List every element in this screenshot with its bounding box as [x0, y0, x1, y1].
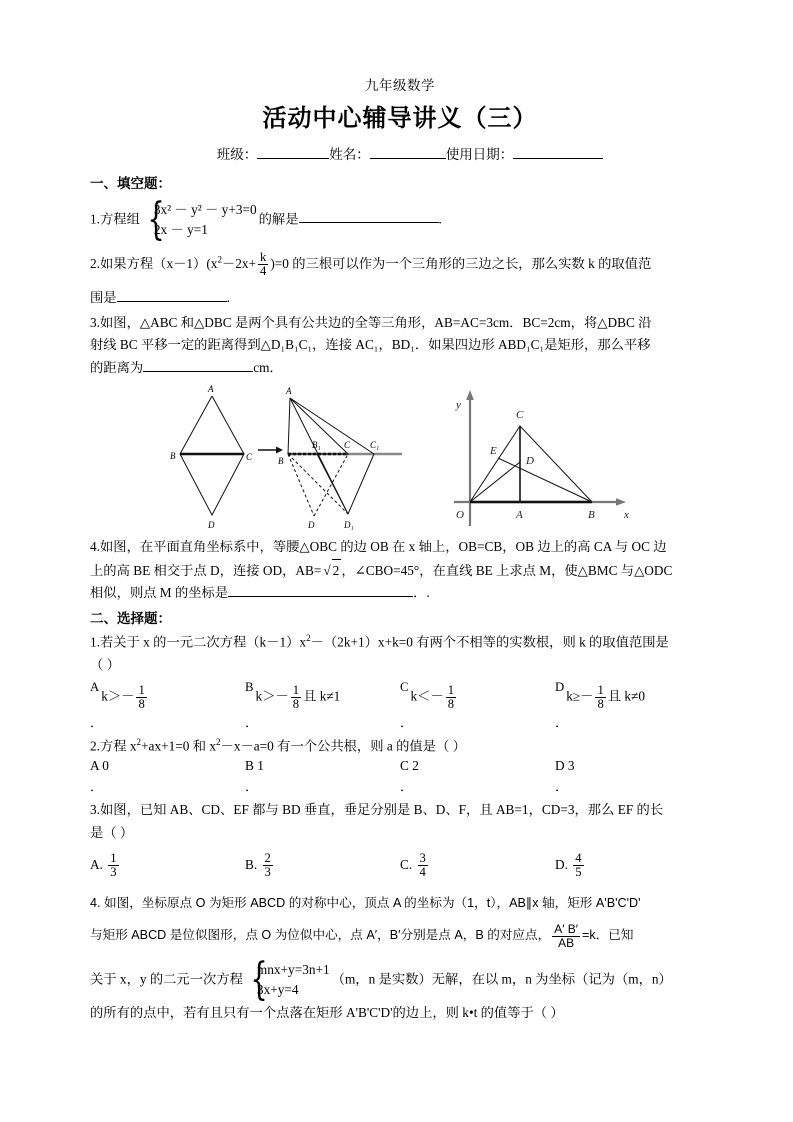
option-b-expr-b: 且 k≠1 — [303, 688, 341, 704]
q2-option-c[interactable]: C 2 — [400, 758, 419, 774]
figures-row — [90, 382, 710, 534]
mcq2-text-c: －x－a=0 有一个公共根，则 a 的值是（ ） — [220, 737, 466, 753]
q3-text-a: 的距离为 — [90, 359, 144, 375]
option-b-fraction — [291, 684, 301, 712]
q2-option-d-dot: ． — [555, 779, 569, 795]
fill-question-4-line1: 4.如图，在平面直角坐标系中，等腰△OBC 的边 OB 在 x 轴上，OB=CB，OB 边上的高 CA 与 OC 边 — [90, 539, 667, 555]
class-blank[interactable] — [257, 158, 329, 159]
option-b-den: 8 — [292, 697, 300, 712]
mcq4-eq-line-1: mnx+y=3n+1 — [256, 961, 330, 977]
q1-equation-system: { 3x² － y² － y+3=0 2x － y=1 — [147, 194, 257, 246]
option-a-num: 1 — [138, 683, 145, 697]
fill-question-4-line3 — [90, 582, 710, 604]
choice-question-2 — [90, 735, 710, 757]
fill-question-2 — [90, 251, 710, 279]
q3-option-b[interactable] — [245, 852, 400, 880]
option-c-fraction — [446, 684, 456, 712]
congruent-triangles-translation-figure — [162, 382, 410, 532]
option-a-den: 8 — [138, 697, 145, 712]
q3-option-a-den: 3 — [110, 864, 117, 879]
choice-question-1-line2: （ ） — [90, 656, 120, 672]
q2-fraction-k-over-4 — [258, 251, 268, 279]
choice-question-4-line2 — [90, 923, 710, 949]
option-d-den: 8 — [597, 697, 604, 712]
section-heading-multiple-choice: 二、选择题： — [90, 610, 171, 626]
option-d-num: 1 — [597, 683, 604, 697]
name-blank[interactable] — [370, 158, 446, 159]
fill-question-4-line2 — [90, 559, 710, 582]
option-d-letter: D — [555, 680, 565, 695]
option-a-dot: ． — [90, 714, 104, 730]
q3-option-a-letter: A. — [90, 856, 103, 872]
svg-text:D₁: D₁ — [344, 520, 354, 531]
mcq2-text-a: 2.方程 x — [90, 737, 137, 753]
svg-text:O: O — [456, 509, 464, 522]
svg-text:C: C — [344, 440, 351, 451]
mcq4-ratio-fraction — [552, 923, 580, 949]
q1-eq-line-2: 2x － y=1 — [153, 222, 208, 238]
mcq4-frac-numerator: A′ B′ — [554, 922, 579, 937]
svg-text:C₁: C₁ — [370, 440, 380, 451]
svg-text:E: E — [490, 445, 497, 458]
q2-frac-numerator: k — [260, 249, 267, 264]
svg-text:x: x — [624, 509, 629, 522]
q3-option-d-fraction — [573, 852, 583, 880]
fill-question-3-line2: 射线 BC 平移一定的距离得到△D₁B₁C₁，连接 AC₁，BD₁．如果四边形 ABD₁C₁是矩形，那么平移 — [90, 337, 651, 353]
svg-text:D: D — [526, 455, 534, 468]
mcq4-text-d: （m，n 是实数）无解，在以 m，n 为坐标（记为（m，n） — [331, 970, 672, 986]
option-c-letter: C — [400, 680, 409, 695]
q4-text-b: ，∠CBO=45°，在直线 BE 上求点 M，使△BMC 与△ODC — [341, 562, 673, 578]
option-d-expr: k≥－ — [566, 688, 594, 704]
q2-exponent: 2 — [217, 254, 222, 265]
svg-text:A: A — [286, 386, 292, 397]
option-b-dot: ． — [245, 714, 259, 730]
q2-option-d[interactable]: D 3 — [555, 758, 575, 774]
name-label: 姓名： — [329, 147, 370, 163]
svg-text:B₁: B₁ — [312, 440, 321, 451]
q3-text-b: cm． — [253, 359, 283, 375]
q3-option-d-den: 5 — [575, 864, 582, 879]
mcq4-text-a: 与矩形 ABCD 是位似图形，点 O 为位似中心，点 A′，B′分别是点 A，B 的对应点， — [90, 928, 551, 943]
mcq4-equation-system: { mnx+y=3n+1 3x+y=4 — [250, 953, 330, 1005]
option-a[interactable] — [90, 680, 245, 711]
q2-option-a-dot: ． — [90, 779, 104, 795]
choice-question-4-line3 — [90, 953, 710, 1005]
q3-option-a[interactable] — [90, 852, 245, 880]
class-label: 班级： — [216, 147, 258, 163]
option-d-expr-b: 且 k≠0 — [607, 688, 645, 704]
q1-eq-line-1: 3x² － y² － y+3=0 — [153, 202, 257, 218]
q2-text-d: 围是 — [90, 290, 117, 306]
svg-text:B: B — [588, 509, 595, 522]
page-title: 活动中心辅导讲义（三） — [262, 105, 538, 133]
choice-question-4-line4: 的所有的点中，若有且只有一个点落在矩形 A'B'C'D'的边上，则 k•t 的值等于（ ） — [90, 1005, 564, 1021]
q2-option-c-dot: ． — [400, 779, 414, 795]
q3-option-d-letter: D. — [555, 856, 568, 872]
q3-option-c-fraction — [418, 852, 428, 880]
mcq1-exponent: 2 — [306, 632, 311, 643]
q3-option-b-den: 3 — [264, 864, 271, 879]
option-c-expr: k＜－ — [410, 688, 444, 704]
q3-option-c[interactable] — [400, 852, 555, 880]
svg-text:B: B — [170, 451, 176, 462]
q2-answer-blank[interactable] — [117, 301, 227, 302]
section-heading-fill-blank: 一、填空题： — [90, 176, 171, 192]
option-c-num: 1 — [447, 683, 455, 697]
q3-option-d-num: 4 — [575, 850, 582, 865]
mcq4-text-b: =k．已知 — [582, 928, 634, 943]
svg-text:A: A — [208, 384, 214, 395]
fill-question-3-line1: 3.如图，△ABC 和△DBC 是两个具有公共边的全等三角形，AB=AC=3cm．BC=2cm，将△DBC 沿 — [90, 314, 652, 330]
q1-lead: 1.方程组 — [90, 211, 140, 227]
q2-option-b-dot: ． — [245, 779, 259, 795]
mcq2-exp-1: 2 — [136, 736, 142, 747]
option-a-expr: k＞－ — [101, 688, 135, 704]
option-b-expr: k＞－ — [255, 688, 289, 704]
coordinate-isosceles-triangle-figure — [442, 384, 642, 534]
student-meta-line — [90, 143, 710, 163]
q3-option-d[interactable] — [555, 852, 710, 880]
q2-text-c: )=0 的三根可以作为一个三角形的三边之长，那么实数 k 的取值范 — [270, 255, 652, 271]
svg-text:y: y — [456, 399, 461, 412]
mcq4-eq-line-2: 3x+y=4 — [256, 981, 299, 997]
choice-question-1-option-dots — [90, 712, 710, 731]
q3-answer-blank[interactable] — [143, 371, 253, 372]
option-a-fraction — [136, 684, 146, 712]
fill-question-2-line2 — [90, 287, 710, 309]
q4-end: ．. — [413, 585, 430, 601]
option-c-den: 8 — [447, 697, 455, 712]
option-c[interactable] — [400, 680, 555, 711]
q3-option-c-letter: C. — [400, 856, 413, 872]
option-c-dot: ． — [400, 714, 414, 730]
choice-question-2-options — [90, 758, 710, 774]
q2-text-a: 2.如果方程（x－1）(x — [90, 255, 218, 271]
option-b-letter: B — [245, 680, 254, 695]
mcq1-text-a: 1.若关于 x 的一元二次方程（k－1）x — [90, 634, 307, 650]
q2-end: . — [226, 290, 230, 306]
choice-question-2-option-dots — [90, 776, 710, 795]
q4-text-c: 相似，则点 M 的坐标是 — [90, 585, 229, 601]
mcq1-text-b: －（2k+1）x+k=0 有两个不相等的实数根，则 k 的取值范围是 — [310, 634, 669, 650]
option-d-dot: ． — [555, 714, 569, 730]
q4-sqrt: √ 2 — [321, 559, 341, 582]
q1-answer-blank[interactable] — [299, 222, 439, 223]
svg-text:C: C — [516, 409, 524, 422]
date-label: 使用日期： — [445, 147, 514, 163]
fill-question-3-line3 — [90, 357, 710, 379]
q3-option-b-num: 2 — [264, 850, 271, 865]
q3-option-a-num: 1 — [110, 850, 117, 865]
svg-text:C: C — [246, 452, 253, 463]
q2-option-a[interactable]: A 0 — [90, 758, 109, 774]
option-d-fraction — [595, 684, 605, 712]
q1-end: . — [438, 211, 442, 227]
q3-option-c-den: 4 — [419, 864, 426, 879]
choice-question-3-line2: 是（ ） — [90, 825, 134, 841]
q3-option-a-fraction — [108, 852, 118, 880]
q1-tail: 的解是 — [258, 211, 299, 227]
choice-question-1-line1 — [90, 631, 710, 653]
q4-text-a: 上的高 BE 相交于点 D，连接 OD，AB= — [90, 562, 322, 578]
q3-option-c-num: 3 — [419, 850, 426, 865]
q2-text-b: －2x+ — [221, 255, 257, 271]
document-body — [90, 78, 710, 1027]
choice-question-3-options — [90, 850, 710, 880]
q4-answer-blank[interactable] — [228, 596, 413, 597]
choice-question-1-options — [90, 678, 710, 711]
option-d[interactable] — [555, 680, 710, 711]
fill-question-1 — [90, 194, 710, 246]
mcq4-text-c: 关于 x，y 的二元一次方程 — [90, 970, 243, 986]
choice-question-4-line1: 4. 如图，坐标原点 O 为矩形 ABCD 的对称中心，顶点 A 的坐标为（1，t），AB∥x 轴，矩形 A'B'C'D' — [90, 896, 641, 911]
option-a-letter: A — [90, 680, 100, 695]
svg-text:B: B — [278, 456, 284, 467]
choice-question-3-line1: 3.如图，已知 AB、CD、EF 都与 BD 垂直，垂足分别是 B、D、F，且 AB=1，CD=3，那么 EF 的长 — [90, 802, 664, 818]
q2-option-b[interactable]: B 1 — [245, 758, 264, 774]
mcq2-exp-2: 2 — [216, 736, 221, 747]
subject-line: 九年级数学 — [365, 78, 435, 93]
q2-frac-denominator: 4 — [260, 263, 267, 278]
mcq4-frac-denominator: AB — [558, 936, 575, 951]
svg-text:A: A — [516, 509, 523, 522]
option-b-num: 1 — [292, 683, 300, 697]
date-blank[interactable] — [513, 158, 603, 159]
svg-text:D: D — [308, 520, 315, 531]
option-b[interactable] — [245, 680, 400, 711]
q3-option-b-letter: B. — [245, 856, 258, 872]
svg-text:D: D — [208, 520, 215, 531]
q4-sqrt-radicand: 2 — [332, 559, 342, 582]
q3-option-b-fraction — [263, 852, 273, 880]
mcq2-text-b: +ax+1=0 和 x — [141, 737, 217, 753]
